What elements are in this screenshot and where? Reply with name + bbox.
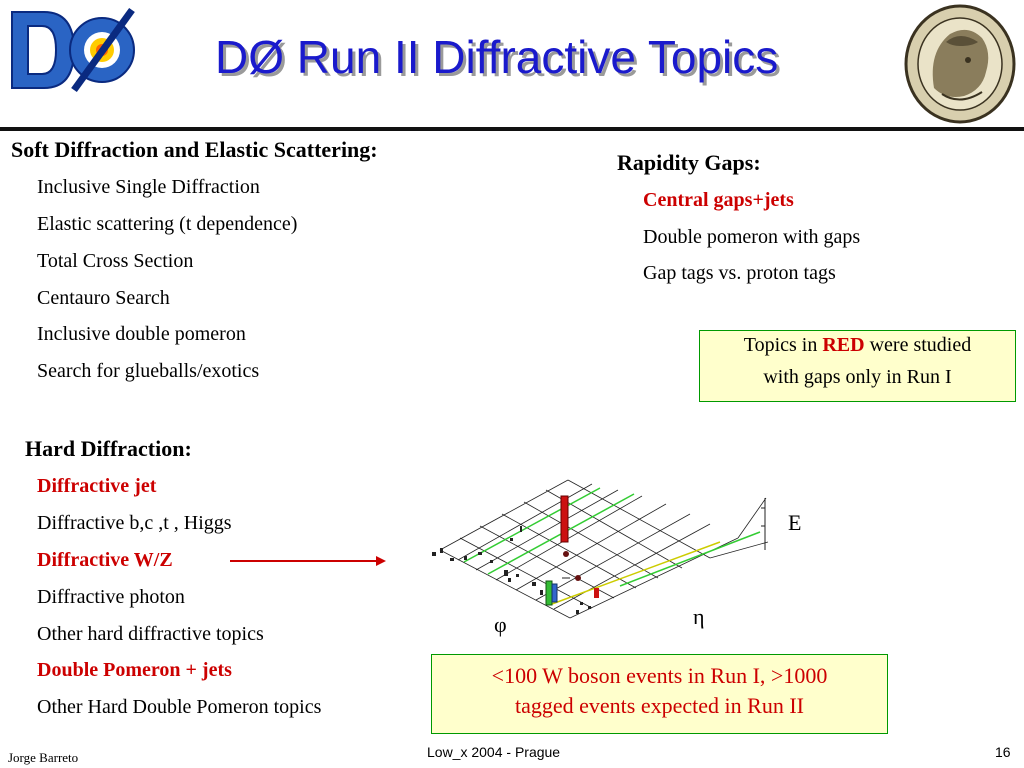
list-item: Diffractive b,c ,t , Higgs xyxy=(37,512,232,534)
list-item-highlighted: Double Pomeron + jets xyxy=(37,659,232,681)
footer-author: Jorge Barreto xyxy=(8,750,79,765)
list-item: Total Cross Section xyxy=(37,250,194,272)
list-item: Centauro Search xyxy=(37,287,170,309)
d0-logo xyxy=(4,4,142,96)
footer-page-number: 16 xyxy=(995,744,1011,760)
title-divider xyxy=(0,127,1024,131)
phi-axis-label: φ xyxy=(494,612,507,637)
list-item: Search for glueballs/exotics xyxy=(37,360,260,382)
rapidity-gaps-heading: Rapidity Gaps: xyxy=(617,150,761,175)
list-item: Other hard diffractive topics xyxy=(37,623,264,645)
w-boson-box xyxy=(431,654,888,734)
list-item-highlighted: Diffractive W/Z xyxy=(37,549,173,571)
slide-title: DØ Run II Diffractive Topics xyxy=(215,31,779,83)
note-text-line2: with gaps only in Run I xyxy=(763,366,952,388)
note-text: were studied xyxy=(864,334,972,356)
list-item: Diffractive photon xyxy=(37,586,185,608)
note-box xyxy=(699,330,1016,402)
energy-axis-label: E xyxy=(788,510,802,535)
w-box-line1: <100 W boson events in Run I, >1000 xyxy=(491,663,828,688)
list-item: Double pomeron with gaps xyxy=(643,226,861,248)
list-item: Gap tags vs. proton tags xyxy=(643,262,836,284)
note-red-word: RED xyxy=(822,334,865,356)
lego-plot xyxy=(420,478,780,628)
list-item: Inclusive double pomeron xyxy=(37,323,246,345)
hard-diffraction-heading: Hard Diffraction: xyxy=(25,436,192,461)
eta-axis-label: η xyxy=(693,604,705,629)
footer-event: Low_x 2004 - Prague xyxy=(427,744,561,760)
list-item-highlighted: Central gaps+jets xyxy=(643,189,794,211)
list-item: Other Hard Double Pomeron topics xyxy=(37,696,322,718)
note-text: Topics in xyxy=(743,334,823,356)
soft-diffraction-heading: Soft Diffraction and Elastic Scattering: xyxy=(11,137,378,162)
list-item-highlighted: Diffractive jet xyxy=(37,475,157,497)
w-box-line2: tagged events expected in Run II xyxy=(515,693,804,718)
list-item: Elastic scattering (t dependence) xyxy=(37,213,298,235)
list-item: Inclusive Single Diffraction xyxy=(37,176,260,198)
red-arrow xyxy=(228,554,388,568)
university-seal xyxy=(902,2,1018,126)
